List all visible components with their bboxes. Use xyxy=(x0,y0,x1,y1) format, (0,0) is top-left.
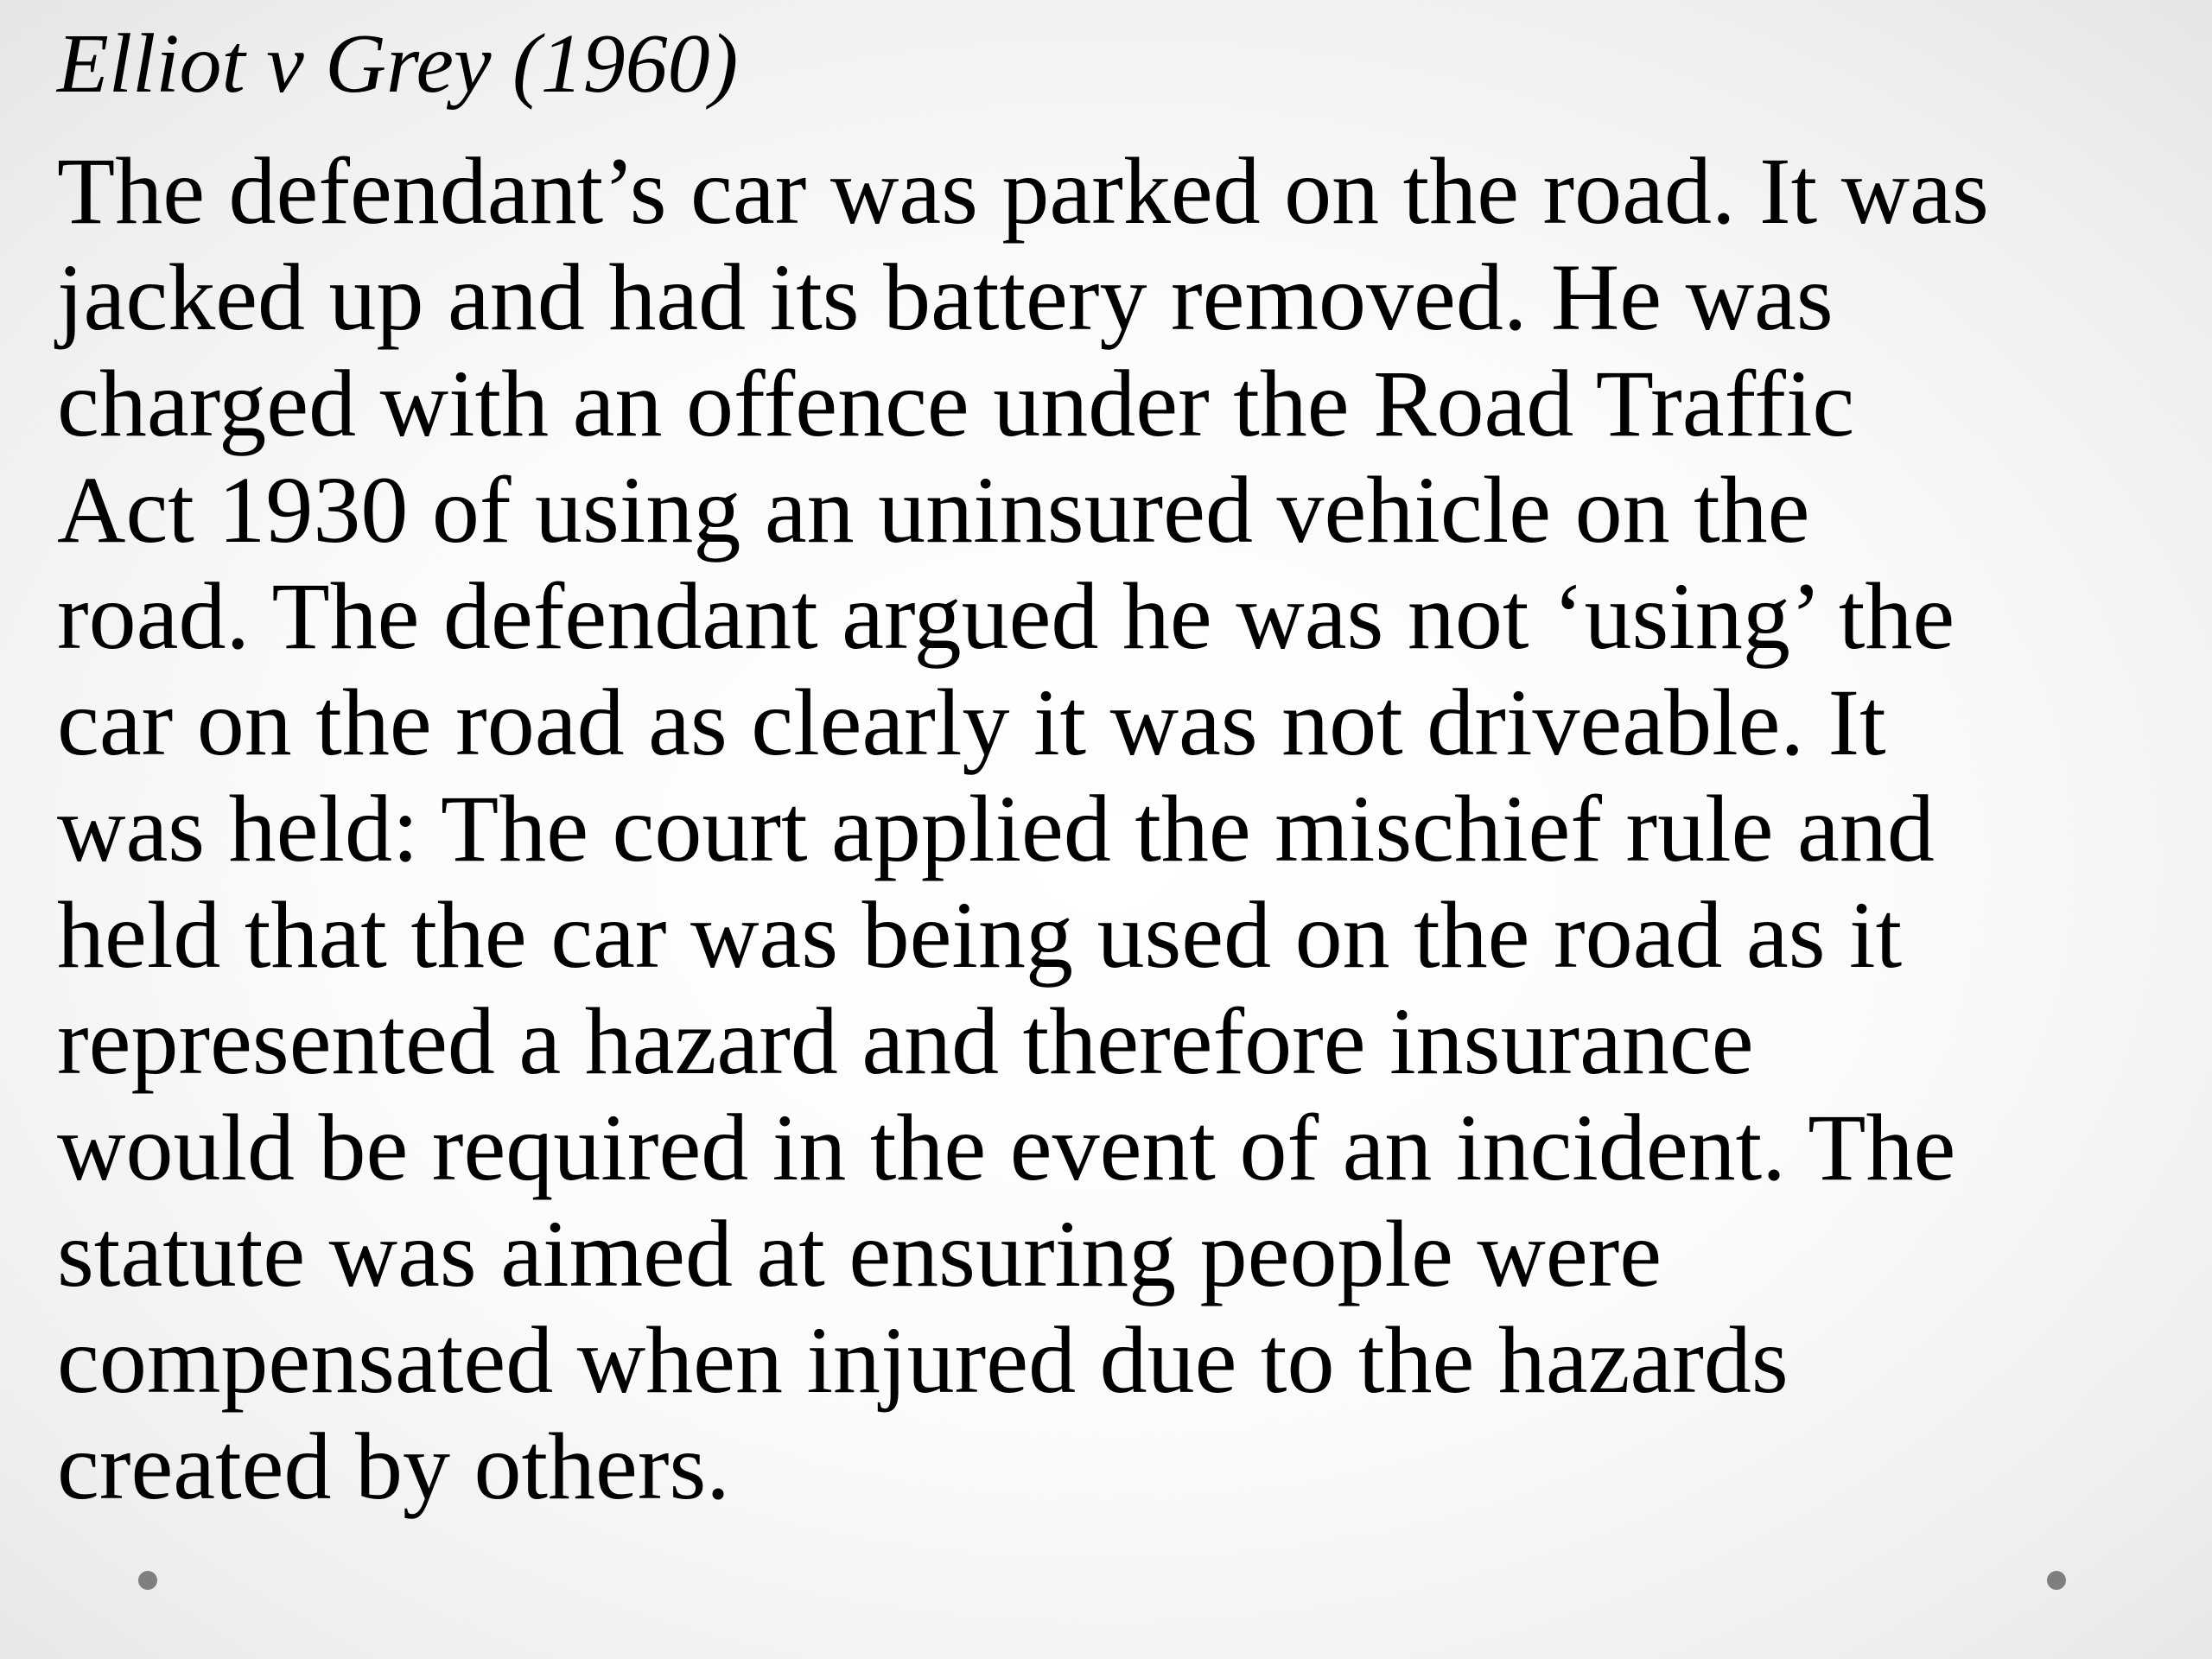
body-line: road. The defendant argued he was not ‘using’ the xyxy=(57,563,1955,669)
body-line: jacked up and had its battery removed. He was xyxy=(57,245,1834,350)
body-line: The defendant’s car was parked on the road. It was xyxy=(57,138,1989,244)
body-line: was held: The court applied the mischief rule and xyxy=(57,776,1935,881)
body-line: compensated when injured due to the hazards xyxy=(57,1307,1789,1413)
slide-title: Elliot v Grey (1960) xyxy=(57,17,739,111)
body-line: created by others. xyxy=(57,1414,730,1519)
body-line: Act 1930 of using an uninsured vehicle on the xyxy=(57,457,1810,563)
body-line: would be required in the event of an incident. The xyxy=(57,1095,1956,1200)
decorative-dot-right xyxy=(2047,1571,2066,1590)
body-line: held that the car was being used on the road as it xyxy=(57,882,1903,988)
body-line: statute was aimed at ensuring people were xyxy=(57,1201,1662,1306)
case-summary xyxy=(57,138,1989,1520)
body-line: car on the road as clearly it was not driveable. It xyxy=(57,670,1886,775)
body-line: charged with an offence under the Road Traffic xyxy=(57,351,1855,456)
body-line: represented a hazard and therefore insurance xyxy=(57,988,1754,1094)
decorative-dot-left xyxy=(138,1571,157,1590)
